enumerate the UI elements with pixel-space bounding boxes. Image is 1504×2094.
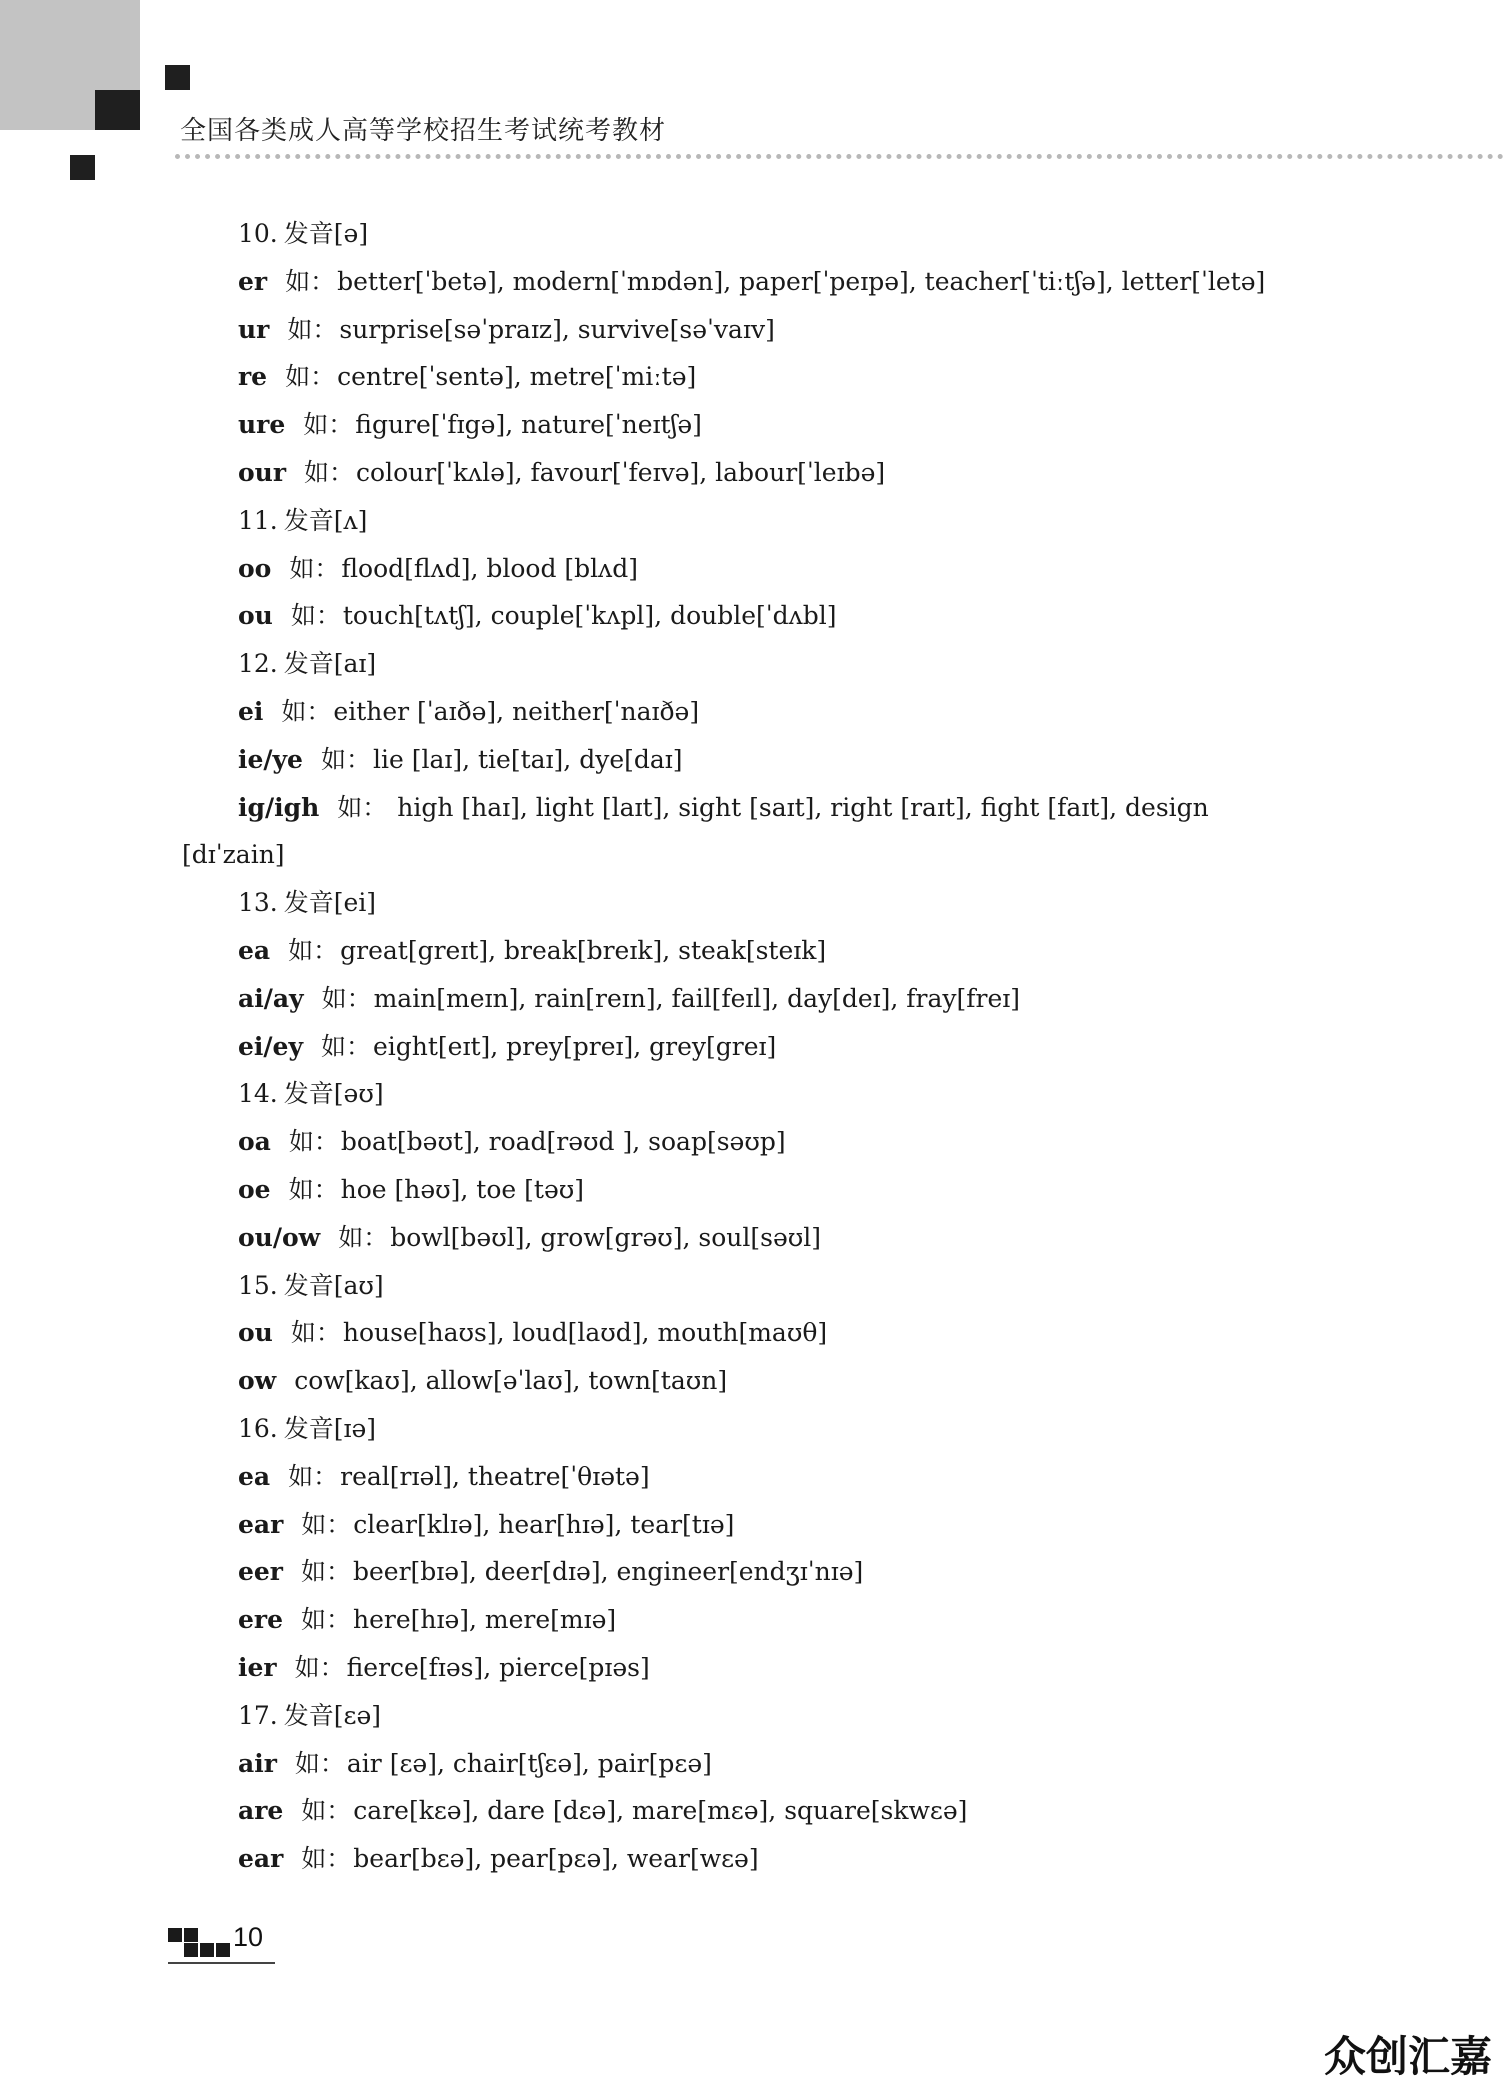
example-row [238, 1787, 1368, 1835]
spelling-pattern: are [238, 1796, 284, 1826]
spelling-pattern: ere [238, 1605, 283, 1635]
ru-label: 如： [290, 1318, 341, 1348]
phonics-content [182, 210, 1368, 1883]
example-words: figure[ˈfɪgə], nature[ˈneɪtʃə] [355, 410, 702, 440]
ru-label: 如： [301, 1844, 352, 1874]
section-label: 发音[εə] [283, 1700, 382, 1730]
example-words: better[ˈbetə], modern[ˈmɒdən], paper[ˈpeɪpə], teacher[ˈtiːtʃə], letter[ˈletə] [337, 266, 1266, 296]
example-row [238, 306, 1368, 354]
example-row [238, 449, 1368, 497]
ru-label: 如： [288, 1174, 339, 1204]
example-row [238, 592, 1368, 640]
example-row [238, 258, 1368, 306]
watermark-logo: 众创汇嘉 [1323, 2032, 1492, 2081]
example-words: air [εə], chair[tʃεə], pair[pεə] [346, 1748, 712, 1778]
spelling-pattern: ier [238, 1652, 277, 1682]
ru-label: 如： [301, 1509, 352, 1539]
spelling-pattern: re [238, 362, 268, 392]
ru-label: 如： [289, 553, 340, 583]
spelling-pattern: ear [238, 1844, 284, 1874]
example-words: eight[eɪt], prey[preɪ], grey[greɪ] [372, 1031, 777, 1061]
section-label: 发音[əʊ] [283, 1079, 384, 1109]
example-words: hoe [həʊ], toe [təʊ] [340, 1174, 584, 1204]
spelling-pattern: ei/ey [238, 1031, 303, 1061]
example-row [238, 1023, 1368, 1071]
spelling-pattern: eer [238, 1557, 283, 1587]
example-row [238, 1453, 1368, 1501]
spelling-pattern: ea [238, 935, 271, 965]
ru-label: 如： [294, 1748, 345, 1778]
example-words: colour[ˈkʌlə], favour[ˈfeɪvə], labour[ˈleɪbə] [356, 457, 886, 487]
example-words: bowl[bəʊl], grow[grəʊ], soul[səʊl] [390, 1222, 822, 1252]
header-square [95, 90, 140, 130]
spelling-pattern: air [238, 1748, 277, 1778]
example-row [238, 1501, 1368, 1549]
section-heading [238, 497, 1368, 545]
example-row [238, 1118, 1368, 1166]
example-row-continuation: [dɪˈzain] [182, 840, 285, 870]
spelling-pattern: ou/ow [238, 1222, 321, 1252]
example-words: bear[bεə], pear[pεə], wear[wεə] [353, 1844, 759, 1874]
spelling-pattern: ou [238, 1318, 273, 1348]
ru-label: 如： [301, 1796, 352, 1826]
example-row [238, 401, 1368, 449]
ru-label: 如： [285, 266, 336, 296]
section-number: 17. [238, 1700, 278, 1730]
example-words: beer[bɪə], deer[dɪə], engineer[endʒɪˈnɪə] [353, 1557, 864, 1587]
header-title: 全国各类成人高等学校招生考试统考教材 [180, 116, 667, 146]
example-words: lie [laɪ], tie[taɪ], dye[daɪ] [372, 744, 683, 774]
example-words: high [haɪ], light [laɪt], sight [saɪt], right [raɪt], fight [faɪt], design [389, 792, 1209, 822]
ru-label: 如： [300, 1557, 351, 1587]
footer-square [216, 1943, 230, 1957]
ru-label: 如： [337, 792, 388, 822]
spelling-pattern: ow [238, 1366, 277, 1396]
header-square [165, 65, 190, 90]
section-number: 11. [238, 505, 278, 535]
ru-label: 如： [281, 696, 332, 726]
footer-square [200, 1943, 214, 1957]
section-label: 发音[ʌ] [283, 505, 368, 535]
spelling-pattern: ai/ay [238, 983, 304, 1013]
example-row [238, 1835, 1368, 1883]
ru-label: 如： [338, 1222, 389, 1252]
example-row [238, 975, 1368, 1023]
example-row [238, 1309, 1368, 1357]
page-number: 10 [233, 1922, 264, 1952]
example-row [238, 688, 1368, 736]
ru-label: 如： [304, 457, 355, 487]
footer-square [168, 1928, 182, 1942]
section-heading [238, 1070, 1368, 1118]
spelling-pattern: oe [238, 1174, 271, 1204]
ru-label: 如： [294, 1652, 345, 1682]
spelling-pattern: ou [238, 601, 273, 631]
example-row [238, 1214, 1368, 1262]
spelling-pattern: ie/ye [238, 744, 303, 774]
section-number: 15. [238, 1270, 278, 1300]
header-square [70, 155, 95, 180]
ru-label: 如： [288, 1461, 339, 1491]
section-heading [238, 640, 1368, 688]
example-row [238, 353, 1368, 401]
ru-label: 如： [300, 1605, 351, 1635]
section-heading [238, 1262, 1368, 1310]
spelling-pattern: our [238, 457, 287, 487]
example-words: great[greɪt], break[breɪk], steak[steɪk] [340, 935, 827, 965]
example-words: either [ˈaɪðə], neither[ˈnaɪðə] [333, 696, 700, 726]
ru-label: 如： [285, 362, 336, 392]
example-row [238, 1740, 1368, 1788]
section-label: 发音[aɪ] [283, 649, 377, 679]
spelling-pattern: ure [238, 410, 286, 440]
spelling-pattern: oo [238, 553, 272, 583]
ru-label: 如： [288, 1127, 339, 1157]
example-words: house[haʊs], loud[laʊd], mouth[maʊθ] [342, 1318, 828, 1348]
footer-rule [168, 1962, 275, 1964]
example-row [238, 545, 1368, 593]
example-words: centre[ˈsentə], metre[ˈmiːtə] [337, 362, 697, 392]
example-words: care[kεə], dare [dεə], mare[mεə], square[skwεə] [353, 1796, 968, 1826]
section-label: 发音[ei] [283, 888, 377, 918]
ru-label: 如： [320, 1031, 371, 1061]
spelling-pattern: ear [238, 1509, 284, 1539]
ru-label: 如： [290, 601, 341, 631]
footer-square [184, 1928, 198, 1942]
spelling-pattern: er [238, 266, 268, 296]
header-dotted-rule [175, 154, 1504, 159]
example-words: surprise[səˈpraɪz], survive[səˈvaɪv] [339, 314, 775, 344]
example-words: main[meɪn], rain[reɪn], fail[feɪl], day[deɪ], fray[freɪ] [373, 983, 1021, 1013]
spelling-pattern: oa [238, 1127, 271, 1157]
example-words: real[rɪəl], theatre[ˈθɪətə] [340, 1461, 650, 1491]
section-heading [238, 210, 1368, 258]
ru-label: 如： [320, 744, 371, 774]
ru-label: 如： [288, 935, 339, 965]
example-row [238, 927, 1368, 975]
section-heading [238, 1692, 1368, 1740]
ru-label: 如： [321, 983, 372, 1013]
section-heading [238, 879, 1368, 927]
section-number: 12. [238, 649, 278, 679]
example-row [238, 1357, 1368, 1405]
example-row [238, 1644, 1368, 1692]
example-words: cow[kaʊ], allow[əˈlaʊ], town[taʊn] [294, 1366, 728, 1396]
example-words: fierce[fɪəs], pierce[pɪəs] [346, 1652, 650, 1682]
spelling-pattern: ur [238, 314, 270, 344]
section-label: 发音[ɪə] [283, 1413, 377, 1443]
ru-label: 如： [303, 410, 354, 440]
spelling-pattern: ea [238, 1461, 271, 1491]
example-row [238, 1548, 1368, 1596]
example-row [238, 1596, 1368, 1644]
example-row [238, 736, 1368, 784]
example-row [238, 1166, 1368, 1214]
example-words: touch[tʌtʃ], couple[ˈkʌpl], double[ˈdʌbl] [342, 601, 837, 631]
section-heading [238, 1405, 1368, 1453]
footer-square [184, 1943, 198, 1957]
example-words: boat[bəʊt], road[rəʊd ], soap[səʊp] [340, 1127, 786, 1157]
section-number: 14. [238, 1079, 278, 1109]
section-number: 10. [238, 219, 278, 248]
ru-label: 如： [287, 314, 338, 344]
section-label: 发音[ə] [283, 219, 369, 248]
spelling-pattern: ig/igh [238, 792, 320, 822]
section-number: 16. [238, 1413, 278, 1443]
section-label: 发音[aʊ] [283, 1270, 384, 1300]
example-words: flood[flʌd], blood [blʌd] [341, 553, 639, 583]
example-words: here[hɪə], mere[mɪə] [353, 1605, 617, 1635]
example-words: clear[klɪə], hear[hɪə], tear[tɪə] [353, 1509, 735, 1539]
spelling-pattern: ei [238, 696, 264, 726]
section-number: 13. [238, 888, 278, 918]
example-row [238, 784, 1368, 832]
